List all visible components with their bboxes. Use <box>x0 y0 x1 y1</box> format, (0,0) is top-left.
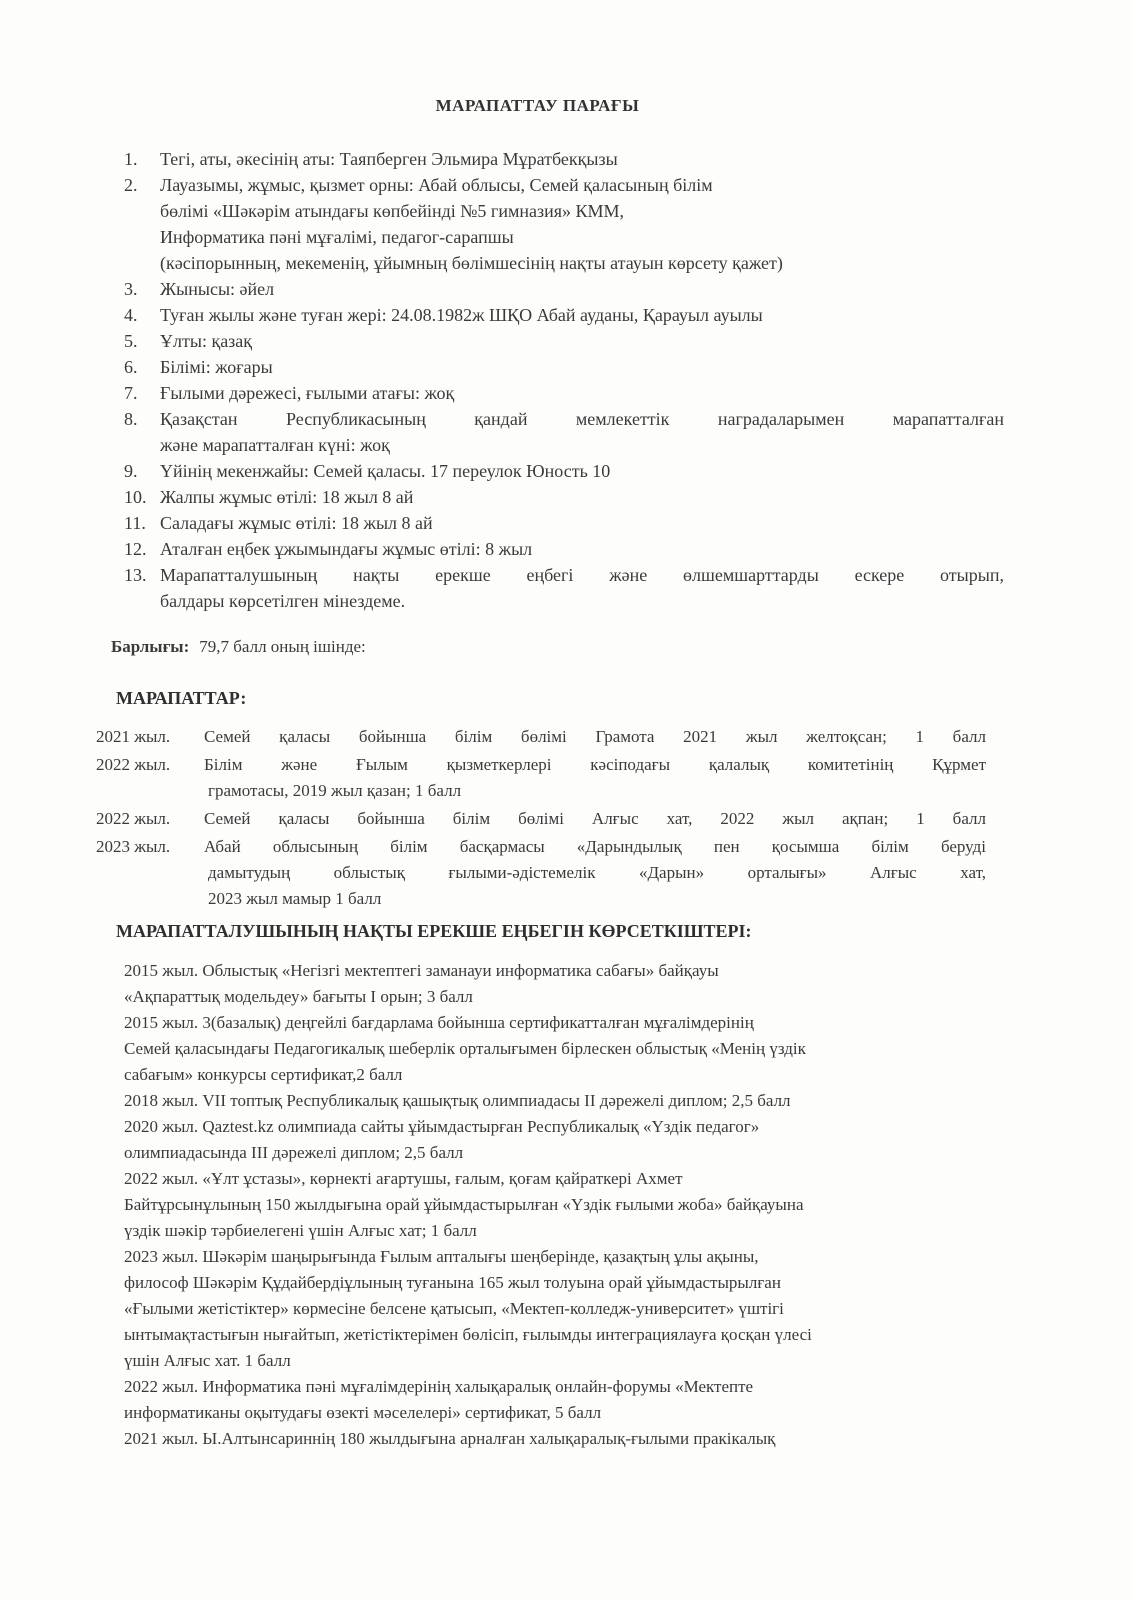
indicator-text-line: философ Шәкәрім Құдайбердіұлының туғанына 165 жыл толуына орай ұйымдастырылған <box>124 1273 781 1292</box>
award-entry <box>96 724 986 750</box>
item-text-line: Саладағы жұмыс өтілі: 18 жыл 8 ай <box>160 513 433 533</box>
indicator-entry <box>124 958 1024 1010</box>
award-text-line: дамытудың облыстық ғылыми-әдістемелік «Дарын» орталығы» Алғыс хат, <box>208 863 986 882</box>
indicator-text-line: 2021 жыл. Ы.Алтынсариннің 180 жылдығына арналған халықаралық-ғылыми пракікалық <box>124 1429 776 1448</box>
indicator-text-line: 2015 жыл. 3(базалық) деңгейлі бағдарлама бойынша сертификатталған мұғалімдерінің <box>124 1013 754 1032</box>
item-text-line: балдары көрсетілген мінездеме. <box>160 591 406 611</box>
awards-heading: МАРАПАТТАР: <box>116 688 247 708</box>
item-text-line: Ұлты: қазақ <box>160 331 253 351</box>
award-text-line: Білім және Ғылым қызметкерлері кәсіподағы қалалық комитетінің Құрмет <box>204 755 986 774</box>
award-text-line: Абай облысының білім басқармасы «Дарындылық пен қосымша білім беруді <box>204 837 986 856</box>
indicator-text-line: 2020 жыл. Qaztest.kz олимпиада сайты ұйымдастырған Республикалық «Үздік педагог» <box>124 1117 760 1136</box>
item-text-line: Жынысы: әйел <box>160 279 275 299</box>
item-text-line: Аталған еңбек ұжымындағы жұмыс өтілі: 8 жыл <box>160 539 533 559</box>
item-number: 6. <box>124 357 138 377</box>
indicator-text-line: олимпиадасында ІІІ дәрежелі диплом; 2,5 балл <box>124 1143 464 1162</box>
award-text-line: Семей қаласы бойынша білім бөлімі Грамота 2021 жыл желтоқсан; 1 балл <box>204 727 986 746</box>
indicator-entry <box>124 1374 1024 1426</box>
item-text-line: Информатика пәні мұғалімі, педагог-сарапшы <box>160 227 514 247</box>
item-number: 13. <box>124 565 147 585</box>
item-number: 11. <box>124 513 146 533</box>
item-number: 5. <box>124 331 138 351</box>
info-item <box>124 458 1004 484</box>
info-item <box>124 328 1004 354</box>
total-label: Барлығы: <box>111 637 190 656</box>
indicator-text-line: ынтымақтастығын нығайтып, жетістіктерімен бөлісіп, ғылымды интеграциялауға қосқан үлесі <box>124 1325 812 1344</box>
page-title: МАРАПАТТАУ ПАРАҒЫ <box>435 96 640 115</box>
award-text-line: 2023 жыл мамыр 1 балл <box>208 889 382 908</box>
indicator-entry <box>124 1114 1024 1166</box>
item-number: 10. <box>124 487 147 507</box>
awards-list <box>96 724 986 914</box>
indicator-text-line: 2023 жыл. Шәкәрім шаңырығында Ғылым апталығы шеңберінде, қазақтың ұлы ақыны, <box>124 1247 759 1266</box>
indicator-text-line: 2022 жыл. Информатика пәні мұғалімдерінің халықаралық онлайн-форумы «Мектепте <box>124 1377 754 1396</box>
indicator-text-line: үшін Алғыс хат. 1 балл <box>124 1351 291 1370</box>
item-text-line: Тегі, аты, әкесінің аты: Таяпберген Эльмира Мұратбекқызы <box>160 149 618 169</box>
indicator-entry <box>124 1010 1024 1088</box>
indicators-heading: МАРАПАТТАЛУШЫНЫҢ НАҚТЫ ЕРЕКШЕ ЕҢБЕГІН КӨРСЕТКІШТЕРІ: <box>116 921 752 941</box>
item-text-line: Лауазымы, жұмыс, қызмет орны: Абай облысы, Семей қаласының білім <box>160 175 713 195</box>
info-item <box>124 302 1004 328</box>
item-text-line: Марапатталушының нақты ерекше еңбегі және өлшемшарттарды ескере отырып, <box>160 565 1004 585</box>
award-year: 2022 жыл. <box>96 755 171 774</box>
info-item <box>124 510 1004 536</box>
item-text-line: Білімі: жоғары <box>160 357 273 377</box>
indicator-text-line: «Ақпараттық модельдеу» бағыты І орын; 3 балл <box>124 987 473 1006</box>
info-item <box>124 276 1004 302</box>
item-number: 3. <box>124 279 138 299</box>
indicator-entry <box>124 1244 1024 1374</box>
item-text-line: және марапатталған күні: жоқ <box>160 435 390 455</box>
item-text-line: Ғылыми дәрежесі, ғылыми атағы: жоқ <box>160 383 455 403</box>
info-item <box>124 536 1004 562</box>
indicator-text-line: 2018 жыл. VІІ топтық Республикалық қашықтық олимпиадасы ІІ дәрежелі диплом; 2,5 балл <box>124 1091 791 1110</box>
info-item <box>124 146 1004 172</box>
item-number: 8. <box>124 409 138 429</box>
award-entry <box>96 834 986 912</box>
item-number: 4. <box>124 305 138 325</box>
item-text-line: бөлімі «Шәкәрім атындағы көпбейінді №5 гимназия» КММ, <box>160 201 625 221</box>
total-value: 79,7 балл оның ішінде: <box>199 637 366 656</box>
item-text-line: (кәсіпорынның, мекеменің, ұйымның бөлімшесінің нақты атауын көрсету қажет) <box>160 253 783 273</box>
item-number: 12. <box>124 539 147 559</box>
indicator-text-line: Байтұрсынұлының 150 жылдығына орай ұйымдастырылған «Үздік ғылыми жоба» байқауына <box>124 1195 804 1214</box>
info-item <box>124 354 1004 380</box>
info-item <box>124 562 1004 614</box>
award-entry <box>96 752 986 804</box>
indicator-text-line: «Ғылыми жетістіктер» көрмесіне белсене қатысып, «Мектеп-колледж-университет» үштігі <box>124 1299 784 1318</box>
indicator-entry <box>124 1426 1024 1452</box>
item-number: 2. <box>124 175 138 195</box>
award-text-line: Семей қаласы бойынша білім бөлімі Алғыс хат, 2022 жыл ақпан; 1 балл <box>204 809 986 828</box>
info-item <box>124 380 1004 406</box>
award-year: 2022 жыл. <box>96 809 171 828</box>
indicators-list <box>124 958 1024 1452</box>
indicator-entry <box>124 1166 1024 1244</box>
indicator-text-line: 2022 жыл. «Ұлт ұстазы», көрнекті ағартушы, ғалым, қоғам қайраткері Ахмет <box>124 1169 683 1188</box>
indicator-text-line: Семей қаласындағы Педагогикалық шеберлік орталығымен бірлескен облыстық «Менің үздік <box>124 1039 806 1058</box>
info-item <box>124 406 1004 458</box>
item-text-line: Үйінің мекенжайы: Семей қаласы. 17 переулок Юность 10 <box>160 461 611 481</box>
indicator-text-line: 2015 жыл. Облыстық «Негізгі мектептегі заманауи информатика сабағы» байқауы <box>124 961 719 980</box>
award-entry <box>96 806 986 832</box>
info-item <box>124 484 1004 510</box>
indicator-text-line: үздік шәкір тәрбиелегені үшін Алғыс хат; 1 балл <box>124 1221 477 1240</box>
item-number: 7. <box>124 383 138 403</box>
award-text-line: грамотасы, 2019 жыл қазан; 1 балл <box>208 781 462 800</box>
total-score <box>111 637 366 657</box>
award-year: 2023 жыл. <box>96 837 171 856</box>
indicator-entry <box>124 1088 1024 1114</box>
item-text-line: Қазақстан Республикасының қандай мемлекеттік наградаларымен марапатталған <box>160 409 1004 429</box>
indicator-text-line: сабағым» конкурсы сертификат,2 балл <box>124 1065 403 1084</box>
indicator-text-line: информатиканы оқытудағы өзекті мәселелері» сертификат, 5 балл <box>124 1403 602 1422</box>
personal-info-list <box>124 146 1004 614</box>
award-year: 2021 жыл. <box>96 727 171 746</box>
item-text-line: Туған жылы және туған жері: 24.08.1982ж ШҚО Абай ауданы, Қарауыл ауылы <box>160 305 763 325</box>
item-number: 9. <box>124 461 138 481</box>
info-item <box>124 172 1004 276</box>
item-text-line: Жалпы жұмыс өтілі: 18 жыл 8 ай <box>160 487 414 507</box>
item-number: 1. <box>124 149 138 169</box>
